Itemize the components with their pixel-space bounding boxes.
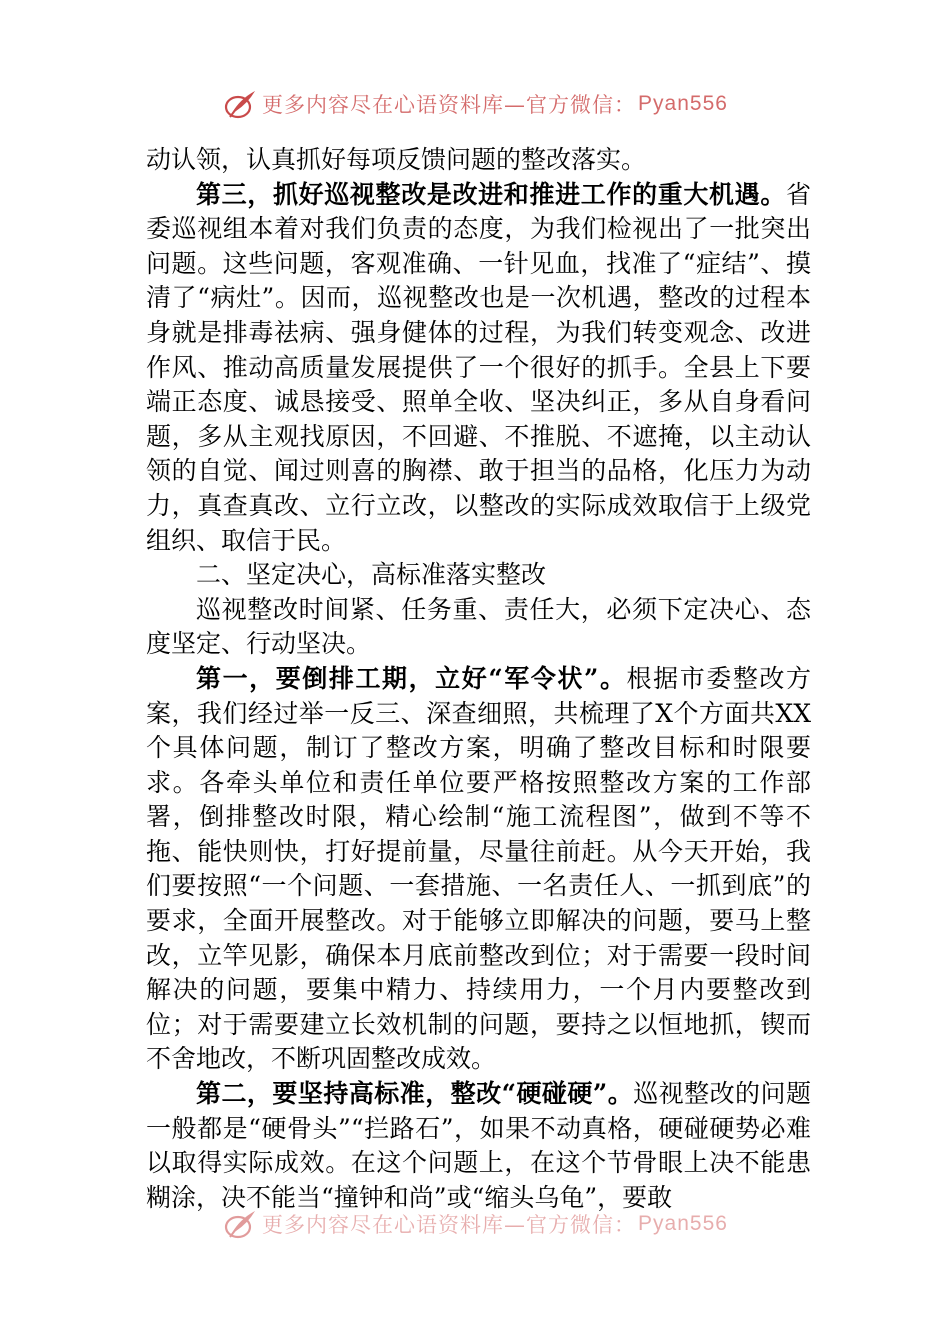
paragraph-1: 动认领，认真抓好每项反馈问题的整改落实。 bbox=[146, 145, 647, 174]
quill-logo-icon bbox=[222, 1207, 258, 1241]
paragraph-5: 第一，要倒排工期，立好“军令状”。根据市委整改方案，我们经过举一反三、深查细照，共梳理了X个方面共XX个具体问题，制订了整改方案，明确了整改目标和时限要求。各牵头单位和责任单位要严格按照整改方案的工作部署，倒排整改时限，精心绘制“施工流程图”，做到不等不拖、能快则快，打好提前量，尽量往前赶。从今天开始，我们要按照“一个问题、一套措施、一名责任人、一抓到底”的要求，全面开展整改。对于能够立即解决的问题，要马上整改，立竿见影，确保本月底前整改到位；对于需要一段时间解决的问题，要集中精力、持续用力，一个月内要整改到位；对于需要建立长效机制的问题，要持之以恒地抓，锲而不舍地改，不断巩固整改成效。 bbox=[146, 663, 811, 1074]
watermark-footer bbox=[0, 1204, 950, 1244]
watermark-id: Pyan556 bbox=[638, 1212, 728, 1235]
watermark-id: Pyan556 bbox=[638, 92, 728, 115]
watermark-header bbox=[0, 84, 950, 124]
paragraph-2: 第三，抓好巡视整改是改进和推进工作的重大机遇。省委巡视组本着对我们负责的态度，为我们检视出了一批突出问题。这些问题，客观准确、一针见血，找准了“症结”、摸清了“病灶”。因而，巡视整改也是一次机遇，整改的过程本身就是排毒祛病、强身健体的过程，为我们转变观念、改进作风、推动高质量发展提供了一个很好的抓手。全县上下要端正态度、诚恳接受、照单全收、坚决纠正，多从自身看问题，多从主观找原因，不回避、不推脱、不遮掩，以主动认领的自觉、闻过则喜的胸襟、敢于担当的品格，化压力为动力，真查真改、立行立改，以整改的实际成效取信于上级党组织、取信于民。 bbox=[146, 179, 811, 555]
paragraph-4: 巡视整改时间紧、任务重、责任大，必须下定决心、态度坚定、行动坚决。 bbox=[146, 594, 811, 659]
body-text bbox=[146, 143, 811, 1215]
quill-logo-icon bbox=[222, 87, 258, 121]
paragraph-6: 第二，要坚持高标准，整改“硬碰硬”。巡视整改的问题一般都是“硬骨头”“拦路石”，如果不动真格，硬碰硬势必难以取得实际成效。在这个问题上，在这个节骨眼上决不能患糊涂，决不能当“撞钟和尚”或“缩头乌龟”，要敢 bbox=[146, 1079, 811, 1212]
paragraph-lead: 第二，要坚持高标准，整改“硬碰硬”。 bbox=[196, 1079, 634, 1109]
paragraph-lead: 第三，抓好巡视整改是改进和推进工作的重大机遇。 bbox=[196, 179, 786, 209]
watermark-text: 更多内容尽在心语资料库—官方微信： bbox=[262, 1213, 637, 1237]
paragraph-lead: 第一，要倒排工期，立好“军令状”。 bbox=[196, 663, 627, 693]
watermark-text: 更多内容尽在心语资料库—官方微信： bbox=[262, 93, 637, 117]
section-heading: 二、坚定决心，高标准落实整改 bbox=[196, 560, 547, 590]
